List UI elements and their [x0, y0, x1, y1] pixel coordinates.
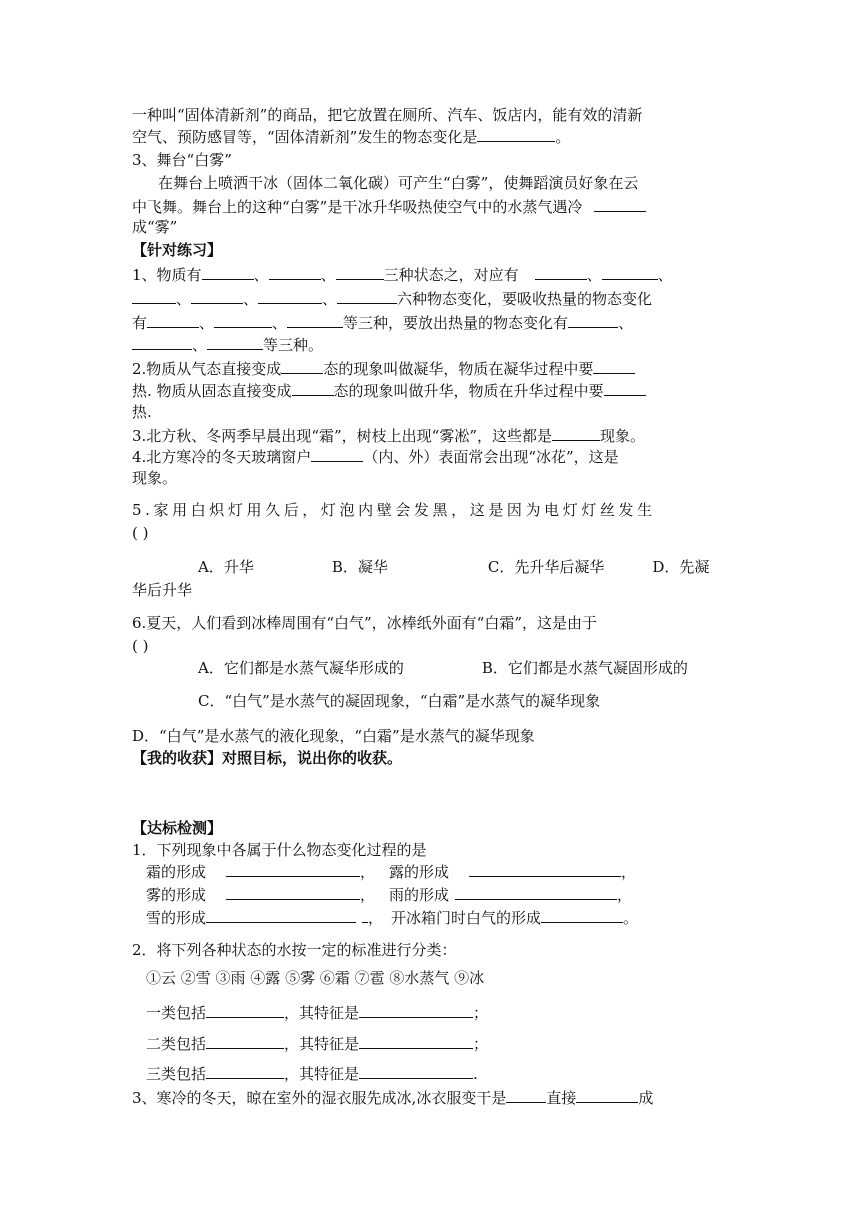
answer-blank[interactable]: [568, 312, 618, 328]
answer-blank[interactable]: [132, 334, 192, 350]
answer-blank[interactable]: [206, 1033, 284, 1049]
answer-blank[interactable]: [132, 288, 176, 304]
section-title-stage-fog: 3、舞台“白雾”: [132, 151, 232, 169]
option-a[interactable]: A．它们都是水蒸气凝华形成的: [198, 659, 404, 677]
answer-blank[interactable]: [226, 861, 360, 877]
question-4-line-2: 现象。: [132, 469, 178, 487]
answer-blank[interactable]: [206, 1002, 284, 1018]
answer-blank[interactable]: [455, 884, 617, 900]
answer-blank[interactable]: [359, 1002, 473, 1018]
test-q1-row-2: 雾的形成 ， 雨的形成 ，: [146, 886, 633, 904]
test-question-3: 3、寒冷的冬天，晾在室外的湿衣服先成冰,冰衣服变干是 直接 成: [132, 1089, 654, 1107]
question-6-stem: 6.夏天，人们看到冰棒周围有“白气”，冰棒纸外面有“白霜”，这是由于: [132, 614, 597, 632]
question-2-line-2: 热. 物质从固态直接变成 态的现象叫做升华，物质在升华过程中要: [132, 380, 646, 400]
question-5-stem: 5.家用白炽灯用久后，灯泡内壁会发黑，这是因为电灯灯丝发生: [132, 501, 656, 519]
intro-line-1: 一种叫“固体清新剂”的商品，把它放置在厕所、汽车、饭店内，能有效的清新: [132, 106, 643, 124]
answer-blank[interactable]: [337, 288, 397, 304]
option-b[interactable]: B．它们都是水蒸气凝固形成的: [481, 659, 688, 677]
question-6-option-d[interactable]: D．“白气”是水蒸气的液化现象，“白霜”是水蒸气的凝华现象: [132, 727, 535, 745]
answer-blank[interactable]: [535, 264, 587, 280]
answer-blank[interactable]: [287, 312, 343, 328]
intro-line-2: 空气、预防感冒等，“固体清新剂”发生的物态变化是 。: [132, 128, 571, 146]
option-b[interactable]: B．凝华: [331, 558, 388, 576]
test-question-1: 1．下列现象中各属于什么物态变化过程的是: [132, 841, 427, 859]
answer-blank[interactable]: [576, 1087, 638, 1103]
question-1-line-2: 、 、 、 六种物态变化，要吸收热量的物态变化: [132, 288, 652, 308]
category-2: 二类包括 ，其特征是 ；: [146, 1035, 489, 1053]
heading-test: 【达标检测】: [132, 819, 223, 837]
answer-blank[interactable]: [226, 884, 360, 900]
question-2-line-3: 热.: [132, 403, 152, 421]
answer-blank[interactable]: [359, 1033, 473, 1049]
answer-blank[interactable]: [552, 425, 600, 441]
answer-blank[interactable]: [506, 1087, 546, 1103]
answer-blank[interactable]: [336, 264, 384, 280]
answer-blank[interactable]: [207, 334, 263, 350]
answer-blank[interactable]: [477, 126, 555, 142]
question-6-options-ab: [198, 658, 688, 678]
question-6-answer-paren[interactable]: ( ): [132, 637, 149, 655]
question-4-line-1: 4.北方寒冷的冬天玻璃窗户 （内、外）表面常会出现“冰花”，这是: [132, 448, 619, 466]
stage-paragraph-line-1: 在舞台上喷洒干冰（固体二氧化碳）可产生“白雾”，使舞蹈演员好象在云: [158, 174, 639, 192]
option-d[interactable]: D．先凝: [652, 558, 710, 576]
question-6-option-c[interactable]: C．“白气”是水蒸气的凝固现象，“白霜”是水蒸气的凝华现象: [198, 692, 601, 710]
answer-blank[interactable]: [214, 312, 272, 328]
stage-paragraph-line-3: 成“雾”: [132, 218, 178, 236]
question-5-option-d-wrap: 华后升华: [132, 581, 193, 599]
test-question-2: 2．将下列各种状态的水按一定的标准进行分类：: [132, 941, 457, 959]
question-5-answer-paren[interactable]: ( ): [132, 524, 149, 542]
answer-blank[interactable]: [311, 446, 363, 462]
category-1: 一类包括 ，其特征是 ；: [146, 1004, 489, 1022]
test-q1-row-1: 霜的形成 ， 露的形成 ，: [146, 863, 637, 881]
water-forms-list: ①云 ②雪 ③雨 ④露 ⑤雾 ⑥霜 ⑦雹 ⑧水蒸气 ⑨冰: [146, 969, 485, 987]
answer-blank[interactable]: [359, 1063, 473, 1079]
question-1-line-1: 1、物质有 、 、 三种状态之，对应有 、 、: [132, 266, 673, 284]
answer-blank[interactable]: [469, 861, 621, 877]
answer-blank[interactable]: [281, 358, 323, 374]
question-5-options: [198, 557, 709, 577]
test-q1-row-3: 雪的形成 ， 开冰箱门时白气的形成 。: [146, 909, 639, 927]
answer-blank[interactable]: [206, 1063, 284, 1079]
answer-blank[interactable]: [602, 264, 658, 280]
answer-blank[interactable]: [593, 358, 635, 374]
option-c[interactable]: C．先升华后凝华: [487, 558, 605, 576]
option-a[interactable]: A．升华: [198, 558, 254, 576]
category-3: 三类包括 ，其特征是 .: [146, 1065, 478, 1083]
stage-paragraph-line-2: 中飞舞。舞台上的这种“白雾”是干冰升华吸热使空气中的水蒸气遇冷: [132, 196, 646, 216]
question-3: 3.北方秋、冬两季早晨出现“霜”，树枝上出现“雾凇”，这些都是 现象。: [132, 427, 646, 445]
question-2-line-1: 2.物质从气态直接变成 态的现象叫做凝华，物质在凝华过程中要: [132, 358, 635, 378]
question-1-line-4: 、 等三种。: [132, 334, 323, 354]
answer-blank[interactable]: [206, 907, 356, 923]
answer-blank[interactable]: [202, 264, 254, 280]
heading-my-harvest: 【我的收获】对照目标，说出你的收获。: [132, 749, 403, 767]
answer-blank[interactable]: [541, 907, 623, 923]
answer-blank[interactable]: [292, 380, 334, 396]
answer-blank[interactable]: [191, 288, 243, 304]
answer-blank[interactable]: [258, 288, 322, 304]
question-1-line-3: 有 、 、 等三种，要放出热量的物态变化有 、: [132, 314, 634, 332]
answer-blank[interactable]: [147, 312, 199, 328]
answer-blank[interactable]: [269, 264, 321, 280]
answer-blank[interactable]: [604, 380, 646, 396]
answer-blank[interactable]: [594, 196, 646, 212]
heading-practice: 【针对练习】: [132, 241, 223, 259]
